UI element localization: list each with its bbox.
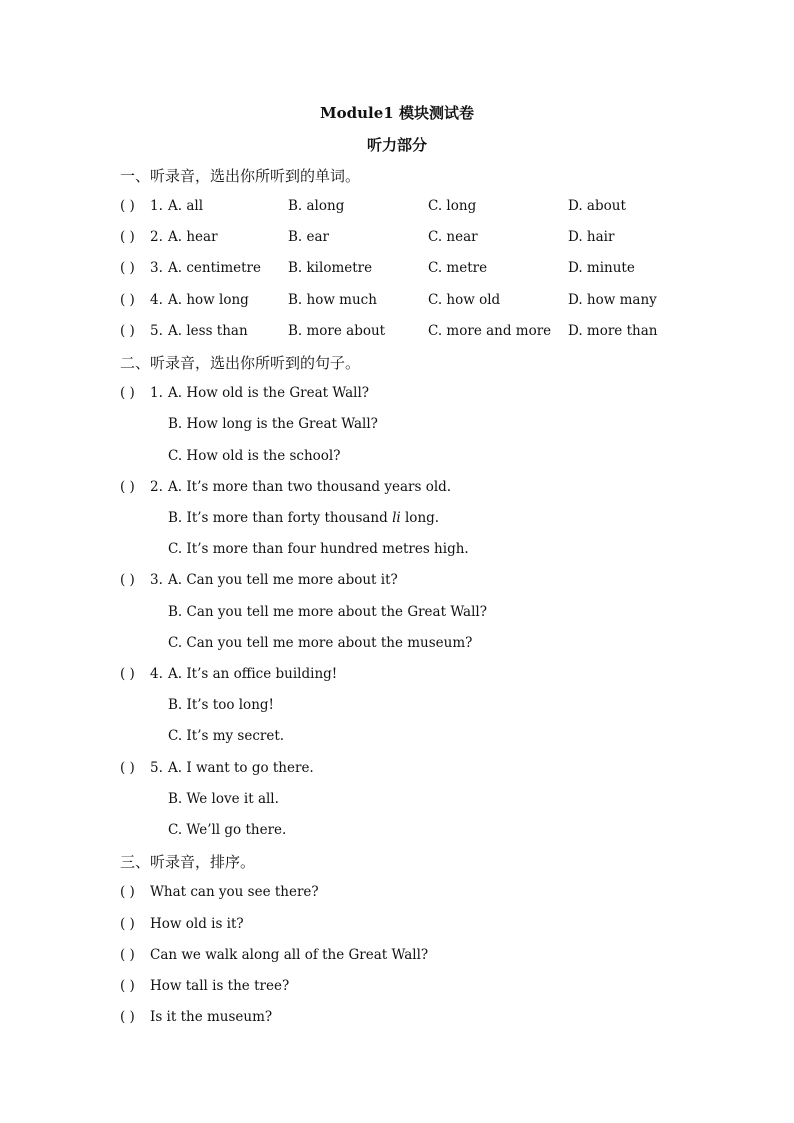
- option-c: C. near: [428, 229, 478, 245]
- option-b: B. We love it all.: [168, 791, 279, 807]
- option-c: C. We’ll go there.: [168, 822, 287, 838]
- page-title: Module1 模块测试卷: [320, 104, 474, 122]
- option-a: A. hear: [168, 229, 218, 245]
- option-a: A. It’s an office building!: [168, 666, 338, 682]
- answer-blank: ( ): [120, 666, 135, 682]
- option-c: C. It’s more than four hundred metres high.: [168, 541, 469, 557]
- option-c: C. metre: [428, 260, 488, 276]
- option-d: D. about: [568, 198, 626, 214]
- option-b: B. more about: [288, 323, 386, 339]
- sentence-text: Can we walk along all of the Great Wall?: [150, 947, 429, 963]
- question-number: 2.: [150, 229, 163, 245]
- option-b: B. along: [288, 198, 345, 214]
- option-c: C. How old is the school?: [168, 448, 341, 464]
- option-b-italic-word: li: [392, 510, 401, 526]
- question-number: 2.: [150, 479, 163, 495]
- option-c: C. long: [428, 198, 477, 214]
- option-b: B. how much: [288, 292, 377, 308]
- sentence-text: Is it the museum?: [150, 1009, 273, 1025]
- section3-item: [120, 947, 428, 963]
- option-d: D. more than: [568, 323, 658, 339]
- question-number: 3.: [150, 572, 163, 588]
- option-c: C. more and more: [428, 323, 552, 339]
- option-b: B. kilometre: [288, 260, 373, 276]
- option-b: [168, 510, 439, 526]
- section3-heading: 三、听录音，排序。: [120, 853, 256, 871]
- answer-blank: ( ): [120, 884, 135, 900]
- sentence-text: How old is it?: [150, 916, 244, 932]
- option-a: A. How old is the Great Wall?: [168, 385, 370, 401]
- option-b: B. Can you tell me more about the Great Wall?: [168, 604, 487, 620]
- page-subtitle: 听力部分: [366, 136, 427, 154]
- option-d: D. minute: [568, 260, 635, 276]
- section3-item: [120, 978, 289, 994]
- answer-blank: ( ): [120, 1009, 135, 1025]
- sentence-text: How tall is the tree?: [150, 978, 290, 994]
- option-a: A. all: [168, 198, 204, 214]
- option-d: D. how many: [568, 292, 657, 308]
- option-b: B. ear: [288, 229, 329, 245]
- option-b: B. How long is the Great Wall?: [168, 416, 378, 432]
- question-number: 4.: [150, 292, 163, 308]
- answer-blank: ( ): [120, 260, 135, 276]
- option-c: C. Can you tell me more about the museum?: [168, 635, 473, 651]
- question-number: 1.: [150, 385, 163, 401]
- answer-blank: ( ): [120, 947, 135, 963]
- option-d: D. hair: [568, 229, 615, 245]
- option-b-text-end: long.: [400, 510, 440, 526]
- question-number: 3.: [150, 260, 163, 276]
- answer-blank: ( ): [120, 292, 135, 308]
- option-a: A. I want to go there.: [168, 760, 314, 776]
- section3-item: [120, 884, 319, 900]
- answer-blank: ( ): [120, 479, 135, 495]
- answer-blank: ( ): [120, 572, 135, 588]
- answer-blank: ( ): [120, 198, 135, 214]
- option-a: A. how long: [168, 292, 249, 308]
- option-b: B. It’s too long!: [168, 697, 274, 713]
- answer-blank: ( ): [120, 760, 135, 776]
- answer-blank: ( ): [120, 978, 135, 994]
- question-number: 1.: [150, 198, 163, 214]
- answer-blank: ( ): [120, 385, 135, 401]
- section2-heading: 二、听录音，选出你所听到的句子。: [120, 354, 361, 372]
- option-c: C. It’s my secret.: [168, 728, 285, 744]
- answer-blank: ( ): [120, 916, 135, 932]
- section3-item: [120, 916, 244, 932]
- option-c: C. how old: [428, 292, 501, 308]
- answer-blank: ( ): [120, 323, 135, 339]
- section1-heading: 一、听录音，选出你所听到的单词。: [120, 167, 361, 185]
- sentence-text: What can you see there?: [150, 884, 319, 900]
- option-b-text: B. It’s more than forty thousand: [168, 510, 393, 526]
- question-number: 4.: [150, 666, 163, 682]
- answer-blank: ( ): [120, 229, 135, 245]
- option-a: A. centimetre: [168, 260, 261, 276]
- option-a: A. It’s more than two thousand years old.: [168, 479, 452, 495]
- option-a: A. less than: [168, 323, 248, 339]
- option-a: A. Can you tell me more about it?: [168, 572, 398, 588]
- section3-item: [120, 1009, 272, 1025]
- question-number: 5.: [150, 760, 163, 776]
- question-number: 5.: [150, 323, 163, 339]
